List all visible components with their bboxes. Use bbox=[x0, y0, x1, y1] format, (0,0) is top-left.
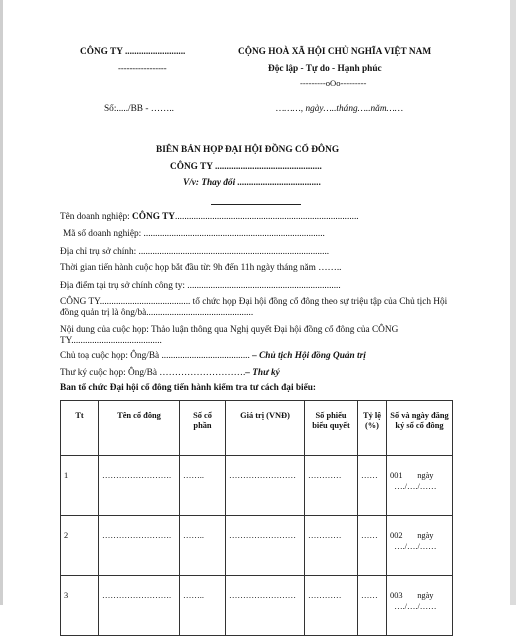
meeting-content-line: Nội dung của cuộc họp: Thảo luận thông qua Nghị quyết Đại hội đồng cổ đông của CÔNG TY....................................... bbox=[60, 325, 399, 346]
motto-decoration: ---------oOo--------- bbox=[300, 78, 367, 88]
meeting-time-line: Thời gian tiến hành cuộc họp bắt đầu từ: 9h đến 11h ngày tháng năm …….. bbox=[60, 263, 342, 273]
cell-votes: ………… bbox=[305, 576, 358, 636]
cell-registration bbox=[387, 516, 453, 576]
cell-shares: …….. bbox=[180, 576, 226, 636]
document-date: ………, ngày…..tháng…..năm…… bbox=[276, 104, 404, 114]
chair-label: Chủ toạ cuộc họp: Ông/Bà ...................................... bbox=[60, 351, 250, 361]
document-number: Số:...../BB - …….. bbox=[104, 104, 174, 114]
reg-date: …./…./…… bbox=[394, 482, 437, 491]
header-votes: Số phiếu biểu quyết bbox=[305, 401, 358, 456]
cell-tt: 3 bbox=[61, 576, 99, 636]
table-row bbox=[61, 516, 453, 576]
document-title: BIÊN BẢN HỌP ĐẠI HỘI ĐỒNG CỔ ĐÔNG bbox=[156, 145, 340, 155]
cell-votes: ………… bbox=[305, 516, 358, 576]
cell-votes: ………… bbox=[305, 456, 358, 516]
cell-tt: 2 bbox=[61, 516, 99, 576]
secretary-role: – Thư ký bbox=[245, 368, 280, 378]
business-name-label: Tên doanh nghiệp: bbox=[60, 212, 133, 222]
cell-value: …………………… bbox=[226, 516, 305, 576]
reg-date: …./…./…… bbox=[394, 542, 437, 551]
business-name-value: CÔNG TY bbox=[132, 212, 176, 222]
head-office-line: Địa chỉ trụ sở chính: .................................................................................. bbox=[60, 247, 330, 257]
title-subject: V/v: Thay đổi .................................... bbox=[183, 178, 322, 188]
table-row bbox=[61, 576, 453, 636]
page-edge-right bbox=[510, 0, 516, 605]
republic-title: CỘNG HOÀ XÃ HỘI CHỦ NGHĨA VIỆT NAM bbox=[238, 47, 432, 57]
organizer-line: CÔNG TY....................................... tổ chức họp Đại hội đồng cổ đông theo sự triệu tập của Chủ tịch Hội đồng quản trị là ông/bà.............................................. bbox=[60, 297, 448, 318]
table-row bbox=[61, 456, 453, 516]
chair-role: – Chủ tịch Hội đồng Quản trị bbox=[252, 351, 366, 361]
cell-ratio: …… bbox=[358, 516, 387, 576]
meeting-location-line: Địa điểm tại trụ sở chính công ty: .................................................................. bbox=[60, 281, 341, 291]
cell-ratio: …… bbox=[358, 576, 387, 636]
secretary-label: Thư ký cuộc họp: Ông/Bà ………………………. bbox=[60, 368, 246, 378]
chair-line bbox=[60, 351, 460, 362]
cell-ratio: …… bbox=[358, 456, 387, 516]
reg-number: 003 bbox=[390, 591, 403, 600]
cell-value: …………………… bbox=[226, 456, 305, 516]
cell-name: ……………………. bbox=[99, 456, 180, 516]
secretary-line bbox=[60, 368, 460, 379]
delegate-table bbox=[60, 400, 453, 636]
company-dashes: ----------------- bbox=[118, 63, 167, 73]
tax-code-line: Mã số doanh nghiệp: .............................................................................. bbox=[63, 229, 325, 239]
header-registration: Số và ngày đăng ký sổ cổ đông bbox=[387, 401, 453, 456]
title-company: CÔNG TY .............................................. bbox=[170, 162, 322, 172]
header-shareholder-name: Tên cổ đông bbox=[99, 401, 180, 456]
reg-number: 001 bbox=[390, 471, 403, 480]
header-ratio: Tỷ lệ (%) bbox=[358, 401, 387, 456]
company-name-left: CÔNG TY .......................... bbox=[80, 47, 186, 57]
cell-name: ……………………. bbox=[99, 516, 180, 576]
header-value: Giá trị (VNĐ) bbox=[226, 401, 305, 456]
cell-tt: 1 bbox=[61, 456, 99, 516]
business-name-line bbox=[60, 212, 460, 223]
table-intro: Ban tổ chức Đại hội cổ đông tiến hành kiểm tra tư cách đại biểu: bbox=[60, 383, 316, 393]
cell-registration bbox=[387, 456, 453, 516]
table-header-row bbox=[61, 401, 453, 456]
reg-date-label: ngày bbox=[417, 471, 434, 480]
cell-value: …………………… bbox=[226, 576, 305, 636]
cell-shares: …….. bbox=[180, 516, 226, 576]
motto: Độc lập - Tự do - Hạnh phúc bbox=[268, 64, 382, 74]
header-tt: Tt bbox=[61, 401, 99, 456]
title-underline bbox=[211, 204, 301, 205]
reg-date-label: ngày bbox=[417, 531, 434, 540]
business-name-dots: ............................................................................... bbox=[175, 212, 359, 222]
cell-registration bbox=[387, 576, 453, 636]
reg-number: 002 bbox=[390, 531, 403, 540]
cell-name: ……………………. bbox=[99, 576, 180, 636]
reg-date-label: ngày bbox=[417, 591, 434, 600]
header-shares: Số cổ phần bbox=[180, 401, 226, 456]
page-edge-left bbox=[0, 0, 3, 605]
reg-date: …./…./…… bbox=[394, 602, 437, 611]
cell-shares: …….. bbox=[180, 456, 226, 516]
